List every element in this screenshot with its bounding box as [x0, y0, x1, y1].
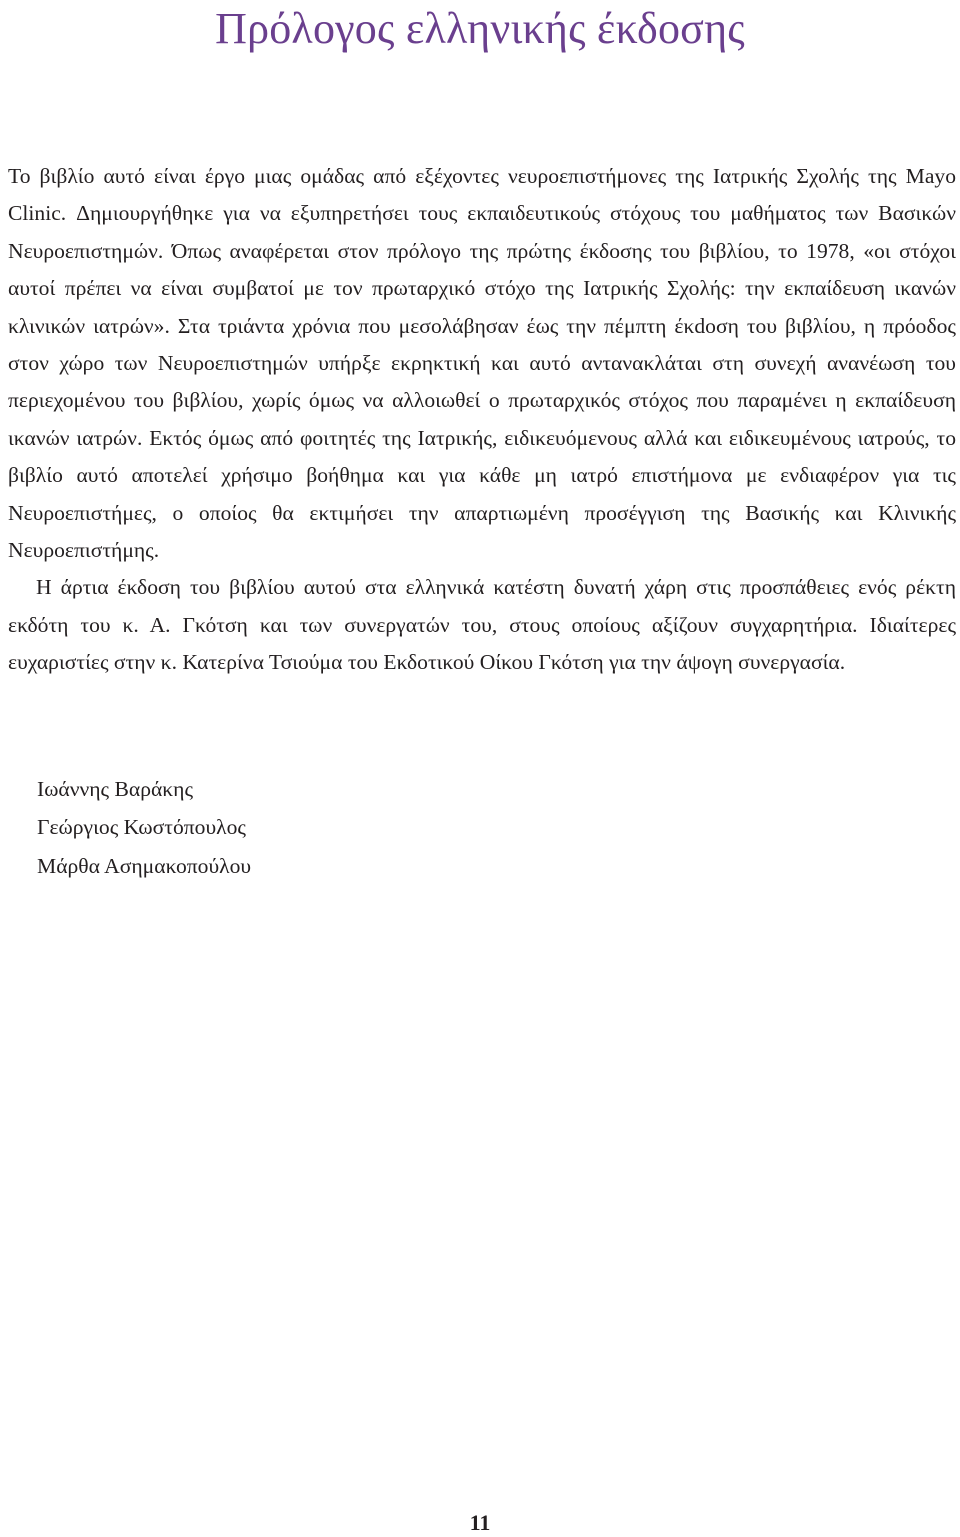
preface-body — [8, 158, 956, 682]
signatory-name: Γεώργιος Κωστόπουλος — [37, 815, 246, 840]
page-number: 11 — [469, 1510, 491, 1535]
signatures-block — [37, 770, 251, 885]
signatory-name: Ιωάννης Βαράκης — [37, 777, 194, 801]
paragraph-1: Το βιβλίο αυτό είναι έργο μιας ομάδας από εξέχοντες νευροεπιστήμονες της Ιατρικής Σχολής της Mayo Clinic. Δημιουργήθηκε για να εξυπηρετήσει τους εκπαιδευτικούς στόχους του μαθήματος των Βασικών Νευροεπιστημών. Όπως αναφέρεται στον πρόλογο της πρώτης έκδοσης του βιβλίου, το 1978, «οι στόχοι αυτοί πρέπει να είναι συμβατοί με τον πρωταρχικό στόχο της Ιατρικής Σχολής: την εκπαίδευση ικανών κλινικών ιατρών». Στα τριάντα χρόνια που μεσολάβησαν έως την πέμπτη έκdοση του βιβλίου, η πρόοδος στον χώρο των Νευροεπιστημών υπήρξε εκρηκτική και αυτό αντανακλάται στη συνεχή ανανέωση του περιεχομένου του βιβλίου, χωρίς όμως να αλλοιωθεί ο πρωταρχικός στόχος που παραμένει η εκπαίδευση ικανών ιατρών. Εκτός όμως από φοιτητές της Ιατρικής, ειδικευόμενους αλλά και ειδικευμένους ιατρούς, το βιβλίο αυτό αποτελεί χρήσιμο βοήθημα και για κάθε μη ιατρό επιστήμονα με ενδιαφέρον για τις Νευροεπιστήμες, ο οποίος θα εκτιμήσει την απαρτιωμένη προσέγγιση της Βασικής και Κλινικής Νευροεπιστήμης. — [8, 164, 956, 563]
signatory-name: Μάρθα Ασημακοπούλου — [37, 853, 252, 878]
page-title: Πρόλογος ελληνικής έκδοσης — [215, 4, 745, 53]
paragraph-2: Η άρτια έκδοση του βιβλίου αυτού στα ελληνικά κατέστη δυνατή χάρη στις προσπάθειες ενός ρέκτη εκδότη του κ. Α. Γκότση και των συνεργατών του, στους οποίους αξίζουν συγχαρητήρια. Ιδιαίτερες ευχαριστίες στην κ. Κατερίνα Τσιούμα του Εκδοτικού Οίκου Γκότση για την άψογη συνεργασία. — [8, 575, 956, 675]
